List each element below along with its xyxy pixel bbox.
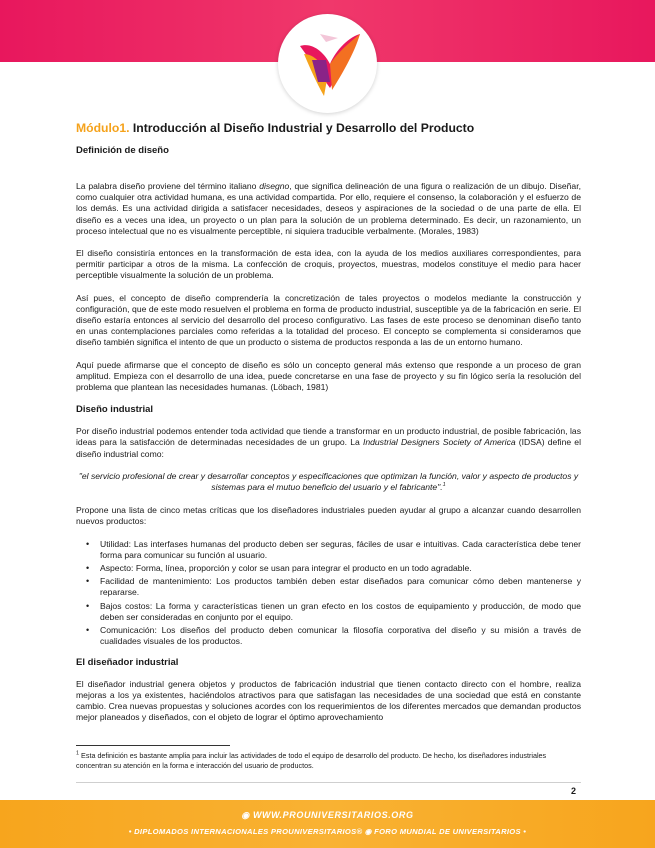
p5-text-b: (IDSA) define el diseño industrial como:: [76, 437, 581, 459]
logo-icon: [290, 24, 365, 104]
footer-band: [0, 800, 655, 848]
footer-website-text: WWW.PROUNIVERSITARIOS.ORG: [252, 810, 414, 820]
footnote-number: 1: [76, 750, 80, 757]
community-icon: ◉: [364, 827, 372, 836]
list-item: • Aspecto: Forma, línea, proporción y color se usan para integrar el producto en un todo agradable.: [76, 563, 581, 574]
list-item: • Facilidad de mantenimiento: Los productos también deben estar diseñados para comunicar cómo deben mantenerse y repararse.: [76, 576, 581, 598]
footnote-divider: [76, 745, 230, 746]
goals-list: [76, 539, 581, 648]
footnote-text: Esta definición es bastante amplia para incluir las actividades de todo el equipo de desarrollo del producto. De hecho, los diseñadores industriales concentran su atención en la forma e interacción del usuario de productos.: [76, 751, 547, 770]
p1-text-b: , que significa delineación de una figura o realización de un dibujo. Diseñar, como cualquier otra actividad humana, es una actividad compartida. Por ello, requiere el consenso, la colaboración y el esfuerzo de los demás. Es una actividad dirigida a satisfacer necesidades, deseos y aspiraciones de la sociedad o de una parte de ella. El diseño es a veces una idea, un proyecto o un plan para la solución de un problema determinado. Es decir, un razonamiento, un proceso intelectual que no es visualmente perceptible, ni siquiera traducible verbalmente. (Morales, 1983): [76, 181, 581, 236]
page-divider: [76, 782, 581, 783]
document-body: [76, 121, 581, 723]
page-number: 2: [571, 786, 577, 796]
footnote: [76, 751, 581, 771]
paragraph-3: Así pues, el concepto de diseño comprendería la concretización de tales proyectos o modelos mediante la construcción y configuración, que de este modo resuelven el problema en forma de producto industrial, susceptible ya de la fabricación en serie. El diseño estaría entonces al servicio del desarrollo del proceso configurativo. Las fases de este proceso se denominan diseño tanto en unas contemplaciones parciales como referidas a la totalidad del proceso. El concepto se complementa si consideramos que diseño también significa el intento de que un producto o sistema de productos responda a las de un entorno humano.: [76, 292, 581, 348]
paragraph-1: [76, 181, 581, 237]
logo: [278, 14, 377, 113]
footer-tagline-1: • DIPLOMADOS INTERNACIONALES PROUNIVERSITARIOS®: [128, 827, 363, 836]
paragraph-5: [76, 426, 581, 460]
paragraph-2: El diseño consistiría entonces en la transformación de esta idea, con la ayuda de los medios auxiliares correspondientes, para permitir participar a otros de la misma. La confección de croquis, proyectos, muestras, modelos constituye el medio para hacer perceptible visualmente la solución de un problema.: [76, 248, 581, 281]
idsa-quote: [76, 471, 581, 493]
list-item: • Bajos costos: La forma y características tienen un gran efecto en los costos de equipamiento y producción, de modo que deben ser consideradas en conjunto por el equipo.: [76, 601, 581, 623]
module-title-text: Introducción al Diseño Industrial y Desarrollo del Producto: [132, 121, 475, 135]
globe-icon: ◉: [241, 810, 250, 820]
section-title-diseno-industrial: Diseño industrial: [76, 404, 154, 416]
module-label: Módulo1.: [76, 121, 130, 135]
p1-text-a: La palabra diseño proviene del término italiano: [76, 181, 260, 191]
footer-tagline-2: FORO MUNDIAL DE UNIVERSITARIOS •: [374, 827, 527, 836]
p5-emphasis: Industrial Designers Society of America: [362, 437, 516, 448]
footnote-ref[interactable]: 1: [442, 482, 446, 489]
section-title-definicion: Definición de diseño: [76, 145, 169, 156]
paragraph-6: Propone una lista de cinco metas críticas que los diseñadores industriales pueden ayudar al grupo a alcanzar cuando desarrollen nuevos productos:: [76, 505, 581, 527]
section-title-disenador: El diseñador industrial: [76, 656, 179, 668]
list-item: • Utilidad: Las interfases humanas del producto deben ser seguras, fáciles de usar e intuitivas. Cada característica debe tener forma para comunicar su función al usuario.: [76, 539, 581, 561]
paragraph-7: El diseñador industrial genera objetos y productos de fabricación industrial que tienen contacto directo con el hombre, realiza mejoras a los ya existentes, haciéndolos atractivos para que satisfagan las necesidades de una sociedad que está en constante cambio. Crea nuevas propuestas y soluciones acordes con los requerimientos de los diferentes mercados que demandan productos mejor planeados y diseñados, con el objeto de lograr el óptimo aprovechamiento: [76, 678, 581, 723]
quote-text: "el servicio profesional de crear y desarrollar conceptos y especificaciones que optimizan la función, valor y aspecto de productos y sistemas para el mutuo beneficio del usuario y el fabricante".: [78, 470, 579, 493]
p5-text-a: Por diseño industrial podemos entender toda actividad que tiende a transformar en un producto industrial, de posible fabricación, las ideas para la satisfacción de determinadas necesidades de un grupo. La: [76, 426, 581, 448]
footer-website[interactable]: [0, 810, 655, 821]
paragraph-4: Aquí puede afirmarse que el concepto de diseño es sólo un concepto general más extenso que responde a un proceso de gran amplitud. Empieza con el desarrollo de una idea, puede concretarse en una fase de proyecto y su fin lógico sería la resolución del problema que plantean las necesidades humanas. (Löbach, 1981): [76, 359, 581, 393]
list-item: • Comunicación: Los diseños del producto deben comunicar la filosofía corporativa del diseño y su misión a través de cualidades visuales de los productos.: [76, 625, 581, 647]
module-title: [76, 121, 581, 135]
footer-tagline: [0, 827, 655, 836]
p1-emphasis: disegno: [259, 181, 290, 191]
